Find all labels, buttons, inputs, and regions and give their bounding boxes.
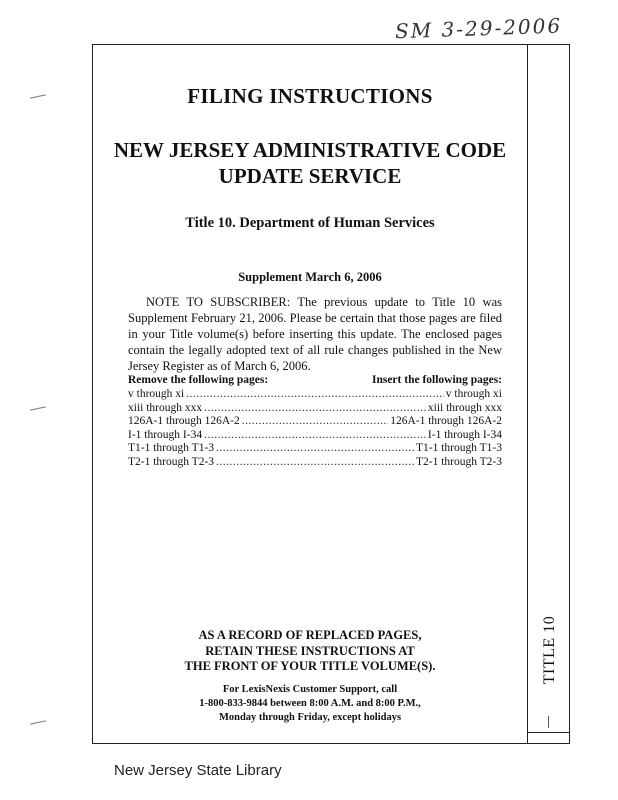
table-row (128, 442, 502, 456)
remove-header: Remove the following pages: (128, 374, 269, 386)
dot-leader (216, 442, 414, 456)
tab-mark (548, 716, 549, 728)
remove-cell: T2-1 through T2-3 (128, 455, 215, 468)
page-title: FILING INSTRUCTIONS (187, 84, 433, 108)
insert-cell: v through xi (445, 388, 502, 400)
insert-cell: 126A-1 through 126A-2 (390, 415, 502, 427)
remove-cell: xiii through xxx (128, 401, 203, 414)
library-stamp: New Jersey State Library (114, 762, 282, 779)
table-row (128, 388, 502, 402)
retain-line-1: AS A RECORD OF REPLACED PAGES, (198, 628, 422, 642)
margin-mark (30, 94, 46, 98)
margin-mark (30, 406, 46, 410)
remove-cell: 126A-1 through 126A-2 (128, 415, 240, 427)
support-line-2: 1-800-833-9844 between 8:00 A.M. and 8:00 P.M., (199, 698, 421, 709)
title-heading: Title 10. Department of Human Services (185, 215, 435, 231)
table-row (128, 429, 502, 443)
remove-cell: T1-1 through T1-3 (128, 442, 215, 454)
handwritten-date-note: SM 3-29-2006 (394, 13, 563, 44)
insert-header: Insert the following pages: (371, 374, 502, 386)
table-row (128, 456, 502, 470)
retain-instructions (100, 628, 520, 675)
tab-divider-bottom (527, 732, 570, 733)
dot-leader (216, 456, 414, 470)
document-subtitle (100, 137, 520, 189)
dot-leader (242, 415, 388, 429)
support-line-3: Monday through Friday, except holidays (218, 712, 402, 723)
table-header (128, 373, 502, 388)
title-tab (530, 610, 570, 690)
table-row (128, 415, 502, 429)
customer-support-info (100, 683, 520, 725)
retain-line-3: THE FRONT OF YOUR TITLE VOLUME(S). (184, 659, 436, 673)
dot-leader (204, 429, 426, 443)
margin-mark (30, 720, 46, 724)
supplement-date: Supplement March 6, 2006 (238, 270, 382, 284)
insert-cell: T1-1 through T1-3 (415, 442, 502, 454)
insert-cell: xiii through xxx (427, 401, 502, 414)
subscriber-note: NOTE TO SUBSCRIBER: The previous update to Title 10 was Supplement February 21, 2006. Please be certain that those pages are filed in your Title volume(s) before inserting this update. The enclosed pages contain the legally adopted text of all rule changes published in the New Jersey Register as of March 6, 2006. (128, 295, 502, 373)
dot-leader (186, 388, 444, 402)
insert-cell: T2-1 through T2-3 (415, 455, 502, 468)
remove-cell: I-1 through I-34 (128, 428, 203, 441)
table-row (128, 402, 502, 416)
title-tab-label: TITLE 10 (541, 615, 559, 685)
page-replacement-table (128, 373, 502, 469)
support-line-1: For LexisNexis Customer Support, call (222, 684, 398, 695)
tab-divider (527, 44, 528, 744)
retain-line-2: RETAIN THESE INSTRUCTIONS AT (205, 643, 415, 658)
dot-leader (204, 402, 426, 416)
insert-cell: I-1 through I-34 (427, 428, 502, 441)
subtitle-line-1: NEW JERSEY ADMINISTRATIVE CODE (113, 138, 507, 162)
remove-cell: v through xi (128, 388, 185, 400)
subtitle-line-2: UPDATE SERVICE (218, 164, 402, 188)
